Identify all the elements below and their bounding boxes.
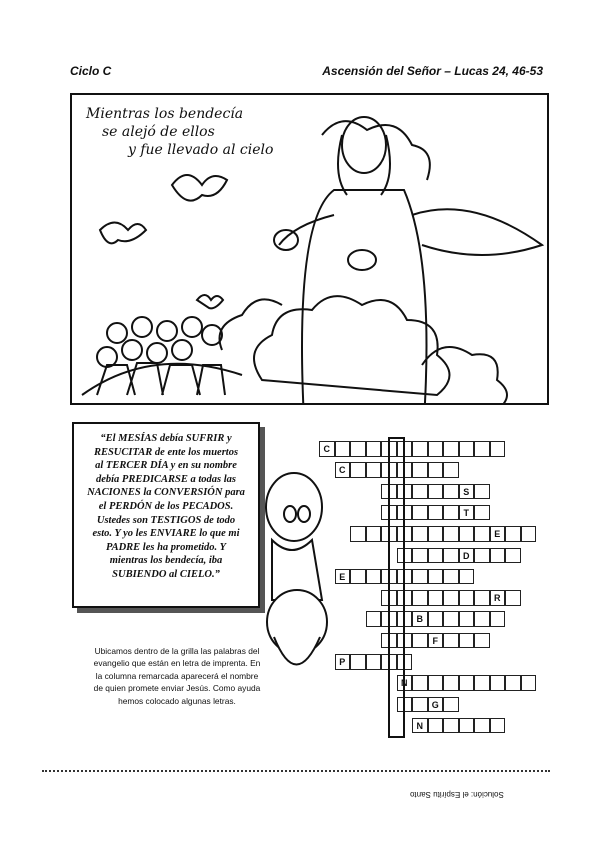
- crossword-cell[interactable]: [350, 654, 366, 670]
- crossword-cell[interactable]: [428, 462, 444, 478]
- crossword-cell[interactable]: [412, 548, 428, 564]
- crossword-cell[interactable]: [350, 569, 366, 585]
- crossword-cell[interactable]: [366, 611, 382, 627]
- crossword-cell[interactable]: C: [319, 441, 335, 457]
- crossword-cell[interactable]: [490, 441, 506, 457]
- crossword-cell[interactable]: [350, 462, 366, 478]
- crossword-cell[interactable]: [443, 484, 459, 500]
- quote-line: RESUCITAR de ente los muertos: [93, 446, 239, 458]
- crossword-cell[interactable]: [474, 675, 490, 691]
- crossword-cell[interactable]: [459, 569, 475, 585]
- crossword-cell[interactable]: [443, 675, 459, 691]
- crossword-cell[interactable]: [459, 675, 475, 691]
- crossword-cell[interactable]: [459, 441, 475, 457]
- crossword-cell[interactable]: [350, 441, 366, 457]
- crossword-cell[interactable]: E: [335, 569, 351, 585]
- quote-line: el PERDÓN de los PECADOS.: [98, 500, 234, 512]
- crossword-cell[interactable]: [443, 462, 459, 478]
- crossword-cell[interactable]: [474, 441, 490, 457]
- crossword-cell[interactable]: [412, 590, 428, 606]
- crossword-cell[interactable]: S: [459, 484, 475, 500]
- crossword-cell[interactable]: E: [490, 526, 506, 542]
- caption-line: y fue llevado al cielo: [128, 142, 274, 158]
- crossword-cell[interactable]: [459, 590, 475, 606]
- crossword-cell[interactable]: [521, 675, 537, 691]
- crossword-cell[interactable]: [505, 548, 521, 564]
- crossword-cell[interactable]: [350, 526, 366, 542]
- crossword-cell[interactable]: [490, 611, 506, 627]
- page-title: Ascensión del Señor – Lucas 24, 46-53: [322, 64, 543, 78]
- crossword-cell[interactable]: [366, 462, 382, 478]
- crossword-cell[interactable]: [428, 526, 444, 542]
- crossword-cell[interactable]: [443, 611, 459, 627]
- crossword-cell[interactable]: [474, 590, 490, 606]
- crossword-cell[interactable]: T: [459, 505, 475, 521]
- crossword-cell[interactable]: F: [428, 633, 444, 649]
- quote-line: NACIONES la CONVERSIÓN para: [87, 487, 245, 499]
- crossword-cell[interactable]: [412, 633, 428, 649]
- highlighted-column: [388, 437, 405, 738]
- crossword-cell[interactable]: [443, 548, 459, 564]
- cycle-label: Ciclo C: [70, 64, 112, 78]
- crossword-cell[interactable]: [443, 505, 459, 521]
- crossword-cell[interactable]: G: [428, 697, 444, 713]
- crossword-cell[interactable]: [505, 526, 521, 542]
- crossword-cell[interactable]: [490, 548, 506, 564]
- crossword-cell[interactable]: [474, 484, 490, 500]
- crossword-cell[interactable]: [474, 633, 490, 649]
- quote-line: PADRE les ha prometido. Y: [105, 541, 227, 553]
- crossword-cell[interactable]: [412, 441, 428, 457]
- crossword-cell[interactable]: [459, 526, 475, 542]
- crossword-cell[interactable]: [505, 675, 521, 691]
- quote-line: esto. Y yo les ENVIARE lo que mi: [92, 528, 240, 540]
- crossword-cell[interactable]: [428, 441, 444, 457]
- crossword-cell[interactable]: [474, 526, 490, 542]
- caption-line: Mientras los bendecía: [86, 106, 244, 122]
- crossword-cell[interactable]: B: [412, 611, 428, 627]
- quote-line: al TERCER DÍA y en su nombre: [95, 460, 237, 472]
- crossword-cell[interactable]: N: [412, 718, 428, 734]
- crossword-cell[interactable]: [428, 484, 444, 500]
- crossword-cell[interactable]: [366, 441, 382, 457]
- crossword-cell[interactable]: [474, 548, 490, 564]
- crossword-cell[interactable]: [490, 718, 506, 734]
- caption-line: se alejó de ellos: [102, 124, 215, 140]
- crossword-cell[interactable]: R: [490, 590, 506, 606]
- crossword-cell[interactable]: [459, 611, 475, 627]
- crossword-cell[interactable]: [443, 718, 459, 734]
- crossword-cell[interactable]: P: [335, 654, 351, 670]
- crossword-cell[interactable]: [490, 675, 506, 691]
- crossword-cell[interactable]: [428, 569, 444, 585]
- crossword-cell[interactable]: N: [397, 675, 413, 691]
- quote-line: SUBIENDO al CIELO.”: [112, 568, 220, 580]
- crossword-cell[interactable]: [428, 611, 444, 627]
- crossword-cell[interactable]: [335, 441, 351, 457]
- quote-line: mientras los bendecía, iba: [109, 555, 223, 567]
- crossword-cell[interactable]: [366, 526, 382, 542]
- crossword-cell[interactable]: [474, 611, 490, 627]
- crossword-cell[interactable]: [443, 697, 459, 713]
- crossword-cell[interactable]: [412, 505, 428, 521]
- crossword-cell[interactable]: [459, 633, 475, 649]
- crossword-cell[interactable]: [443, 633, 459, 649]
- quote-line: Ustedes son TESTIGOS de todo: [96, 514, 236, 526]
- crossword-cell[interactable]: [428, 505, 444, 521]
- quote-line: debía PREDICARSE a todas las: [95, 473, 237, 485]
- crossword-cell[interactable]: [443, 441, 459, 457]
- crossword-cell[interactable]: [428, 590, 444, 606]
- crossword-cell[interactable]: C: [335, 462, 351, 478]
- crossword-cell[interactable]: [412, 462, 428, 478]
- upside-down-solution: Solución: el Espíritu Santo: [410, 790, 504, 799]
- crossword-cell[interactable]: [443, 569, 459, 585]
- crossword-cell[interactable]: [366, 654, 382, 670]
- quote-line: “El MESÍAS debía SUFRIR y: [100, 433, 232, 444]
- crossword-cell[interactable]: [443, 590, 459, 606]
- crossword-cell[interactable]: [521, 526, 537, 542]
- dotted-divider: [42, 770, 550, 772]
- crossword-cell[interactable]: [428, 675, 444, 691]
- crossword-cell[interactable]: [443, 526, 459, 542]
- instructions-text: Ubicamos dentro de la grilla las palabras del evangelio que están en letra de imprenta. En la columna remarcada aparecerá el nombre de quien promete enviar Jesús. Como ayuda hemos colocado algunas letras.: [93, 646, 261, 706]
- crossword-cell[interactable]: [412, 697, 428, 713]
- crossword-cell[interactable]: [459, 718, 475, 734]
- crossword-cell[interactable]: D: [459, 548, 475, 564]
- crossword-cell[interactable]: [412, 484, 428, 500]
- crossword-cell[interactable]: [412, 569, 428, 585]
- crossword-cell[interactable]: [428, 548, 444, 564]
- crossword-cell[interactable]: [428, 718, 444, 734]
- crossword-cell[interactable]: [412, 675, 428, 691]
- crossword-cell[interactable]: [412, 526, 428, 542]
- crossword-cell[interactable]: [474, 505, 490, 521]
- crossword-cell[interactable]: [474, 718, 490, 734]
- crossword-cell[interactable]: [505, 590, 521, 606]
- crossword-cell[interactable]: [366, 569, 382, 585]
